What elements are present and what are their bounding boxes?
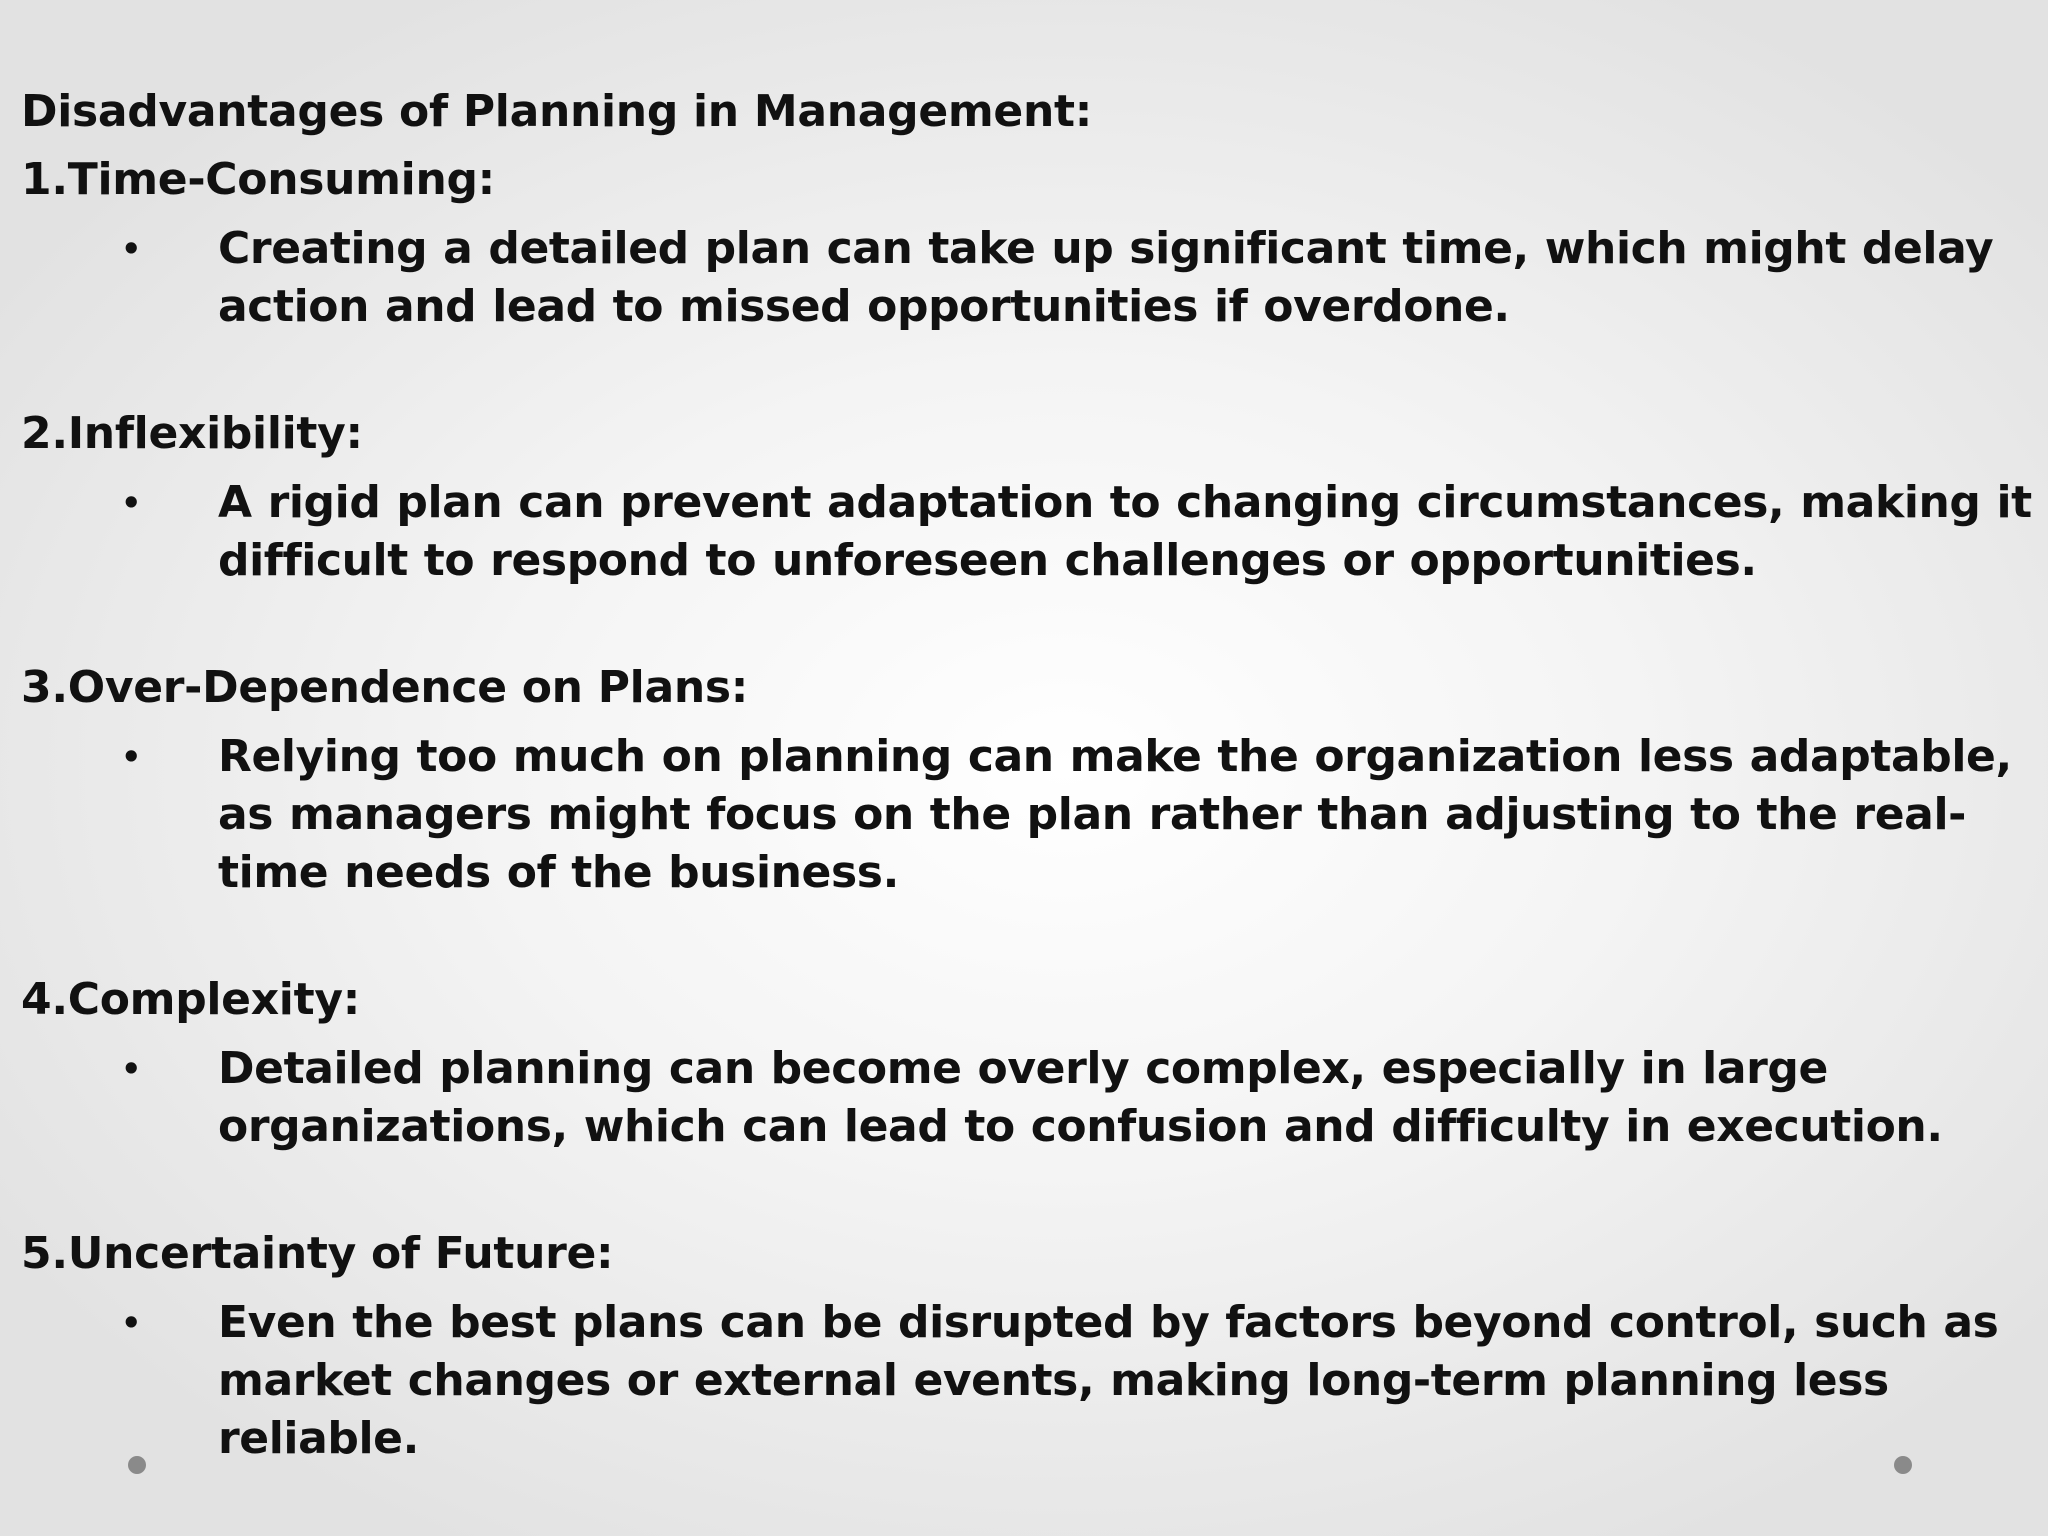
section-inflexibility <box>21 406 2032 590</box>
bullet-text: Creating a detailed plan can take up significant time, which might delay action and lead to missed opportunities if overdone. <box>218 223 1994 332</box>
section-complexity <box>21 972 2026 1156</box>
bullet-dot: • <box>121 230 142 268</box>
bullet-text: A rigid plan can prevent adaptation to changing circumstances, making it difficult to respond to unforeseen challenges or opportunities. <box>218 477 2032 586</box>
bullet-dot: • <box>121 484 142 522</box>
section-heading: 2.Inflexibility: <box>21 408 363 459</box>
bullet-text: Relying too much on planning can make the organization less adaptable, as managers might focus on the plan rather than adjusting to the real-time needs of the business. <box>218 731 2012 898</box>
slide-content <box>21 84 2032 1468</box>
decorative-dot-left <box>128 1456 146 1474</box>
bullet-dot: • <box>121 1304 142 1342</box>
section-uncertainty <box>21 1226 2026 1468</box>
section-over-dependence <box>21 660 2026 902</box>
bullet-dot: • <box>121 738 142 776</box>
bullet-dot: • <box>121 1050 142 1088</box>
bullet-item <box>21 728 2038 902</box>
section-heading: 4.Complexity: <box>21 974 360 1025</box>
bullet-item <box>21 1294 2038 1468</box>
bullet-item <box>21 1040 2038 1156</box>
section-heading: 1.Time-Consuming: <box>21 154 495 205</box>
decorative-dot-right <box>1894 1456 1912 1474</box>
section-time-consuming <box>21 152 2026 336</box>
section-heading: 5.Uncertainty of Future: <box>21 1228 614 1279</box>
section-heading: 3.Over-Dependence on Plans: <box>21 662 749 713</box>
bullet-item <box>21 220 2038 336</box>
slide-title: Disadvantages of Planning in Management: <box>21 86 1093 137</box>
bullet-item <box>21 474 2038 590</box>
bullet-text: Even the best plans can be disrupted by factors beyond control, such as market changes or external events, making long-term planning less reliable. <box>218 1297 1999 1464</box>
bullet-text: Detailed planning can become overly complex, especially in large organizations, which can lead to confusion and difficulty in execution. <box>218 1043 1943 1152</box>
